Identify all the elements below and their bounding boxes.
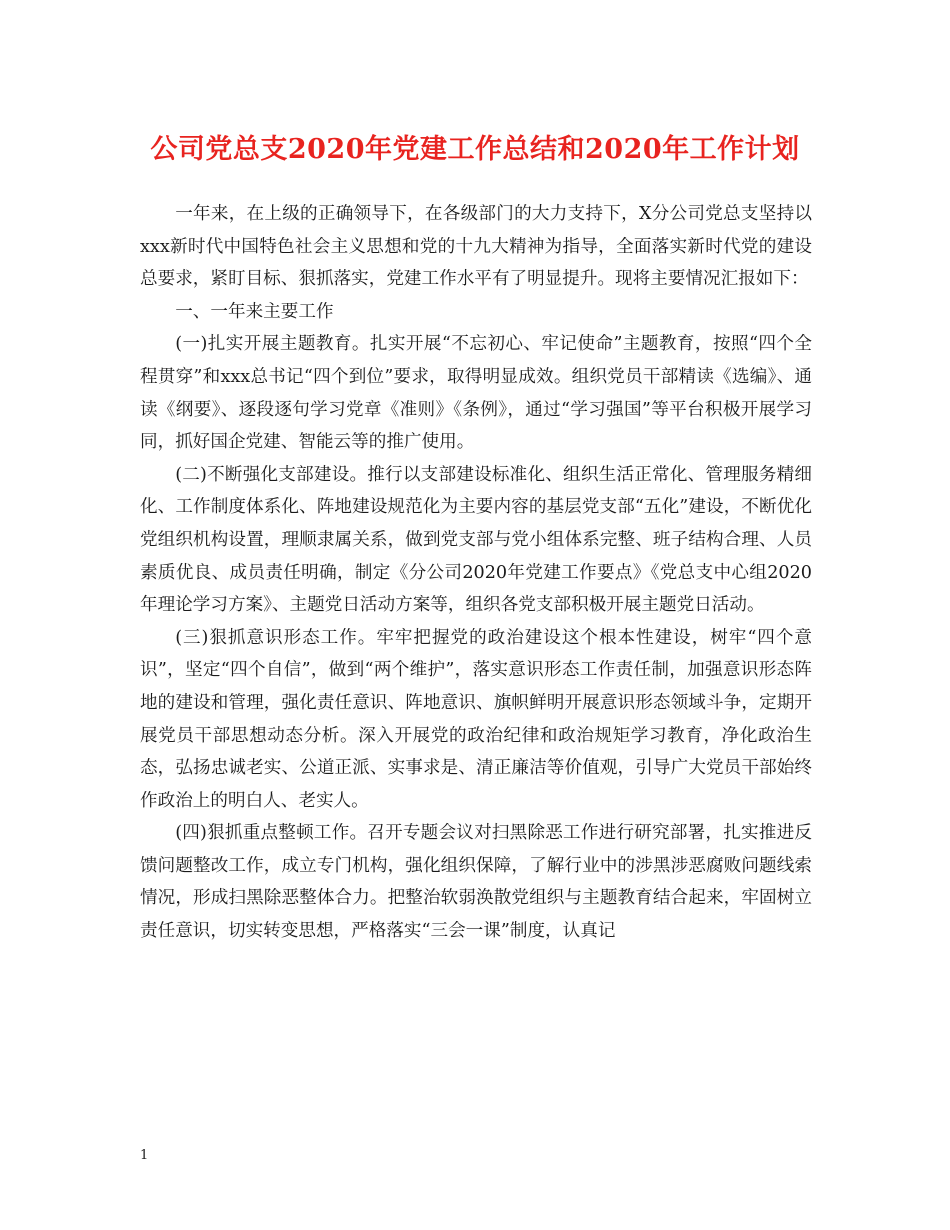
paragraph-item-4: (四)狠抓重点整顿工作。召开专题会议对扫黑除恶工作进行研究部署，扎实推进反馈问题整改工作，成立专门机构，强化组织保障，了解行业中的涉黑涉恶腐败问题线索情况，形成扫黑除恶整体合力。把整治软弱涣散党组织与主题教育结合起来，牢固树立责任意识，切实转变思想，严格落实“三会一课”制度，认真记 [140,823,812,942]
intro-paragraph: 一年来，在上级的正确领导下，在各级部门的大力支持下，X分公司党总支坚持以xxx新时代中国特色社会主义思想和党的十九大精神为指导，全面落实新时代党的建设总要求，紧盯目标、狠抓落实，党建工作水平有了明显提升。现将主要情况汇报如下： [140,204,812,290]
document-title: 公司党总支2020年党建工作总结和2020年工作计划 [150,134,800,165]
section-heading: 一、一年来主要工作 [175,301,334,322]
paragraph-item-3: (三)狠抓意识形态工作。牢牢把握党的政治建设这个根本性建设，树牢“四个意识”，坚定“四个自信”，做到“两个维护”，落实意识形态工作责任制，加强意识形态阵地的建设和管理，强化责任意识、阵地意识、旗帜鲜明开展意识形态领域斗争，定期开展党员干部思想动态分析。深入开展党的政治纪律和政治规矩学习教育，净化政治生态，弘扬忠诚老实、公道正派、实事求是、清正廉洁等价值观，引导广大党员干部始终作政治上的明白人、老实人。 [140,627,812,811]
paragraph-item-2: (二)不断强化支部建设。推行以支部建设标准化、组织生活正常化、管理服务精细化、工作制度体系化、阵地建设规范化为主要内容的基层党支部“五化”建设，不断优化党组织机构设置，理顺隶属关系，做到党支部与党小组体系完整、班子结构合理、人员素质优良、成员责任明确，制定《分公司2020年党建工作要点》《党总支中心组2020年理论学习方案》、主题党日活动方案等，组织各党支部积极开展主题党日活动。 [140,464,812,616]
page-number: 1 [140,1148,149,1163]
paragraph-item-1: (一)扎实开展主题教育。扎实开展“不忘初心、牢记使命”主题教育，按照“四个全程贯穿”和xxx总书记“四个到位”要求，取得明显成效。组织党员干部精读《选编》、通读《纲要》、逐段逐句学习党章《准则》《条例》，通过“学习强国”等平台积极开展学习同，抓好国企党建、智能云等的推广使用。 [140,334,812,453]
document-body [140,198,812,948]
